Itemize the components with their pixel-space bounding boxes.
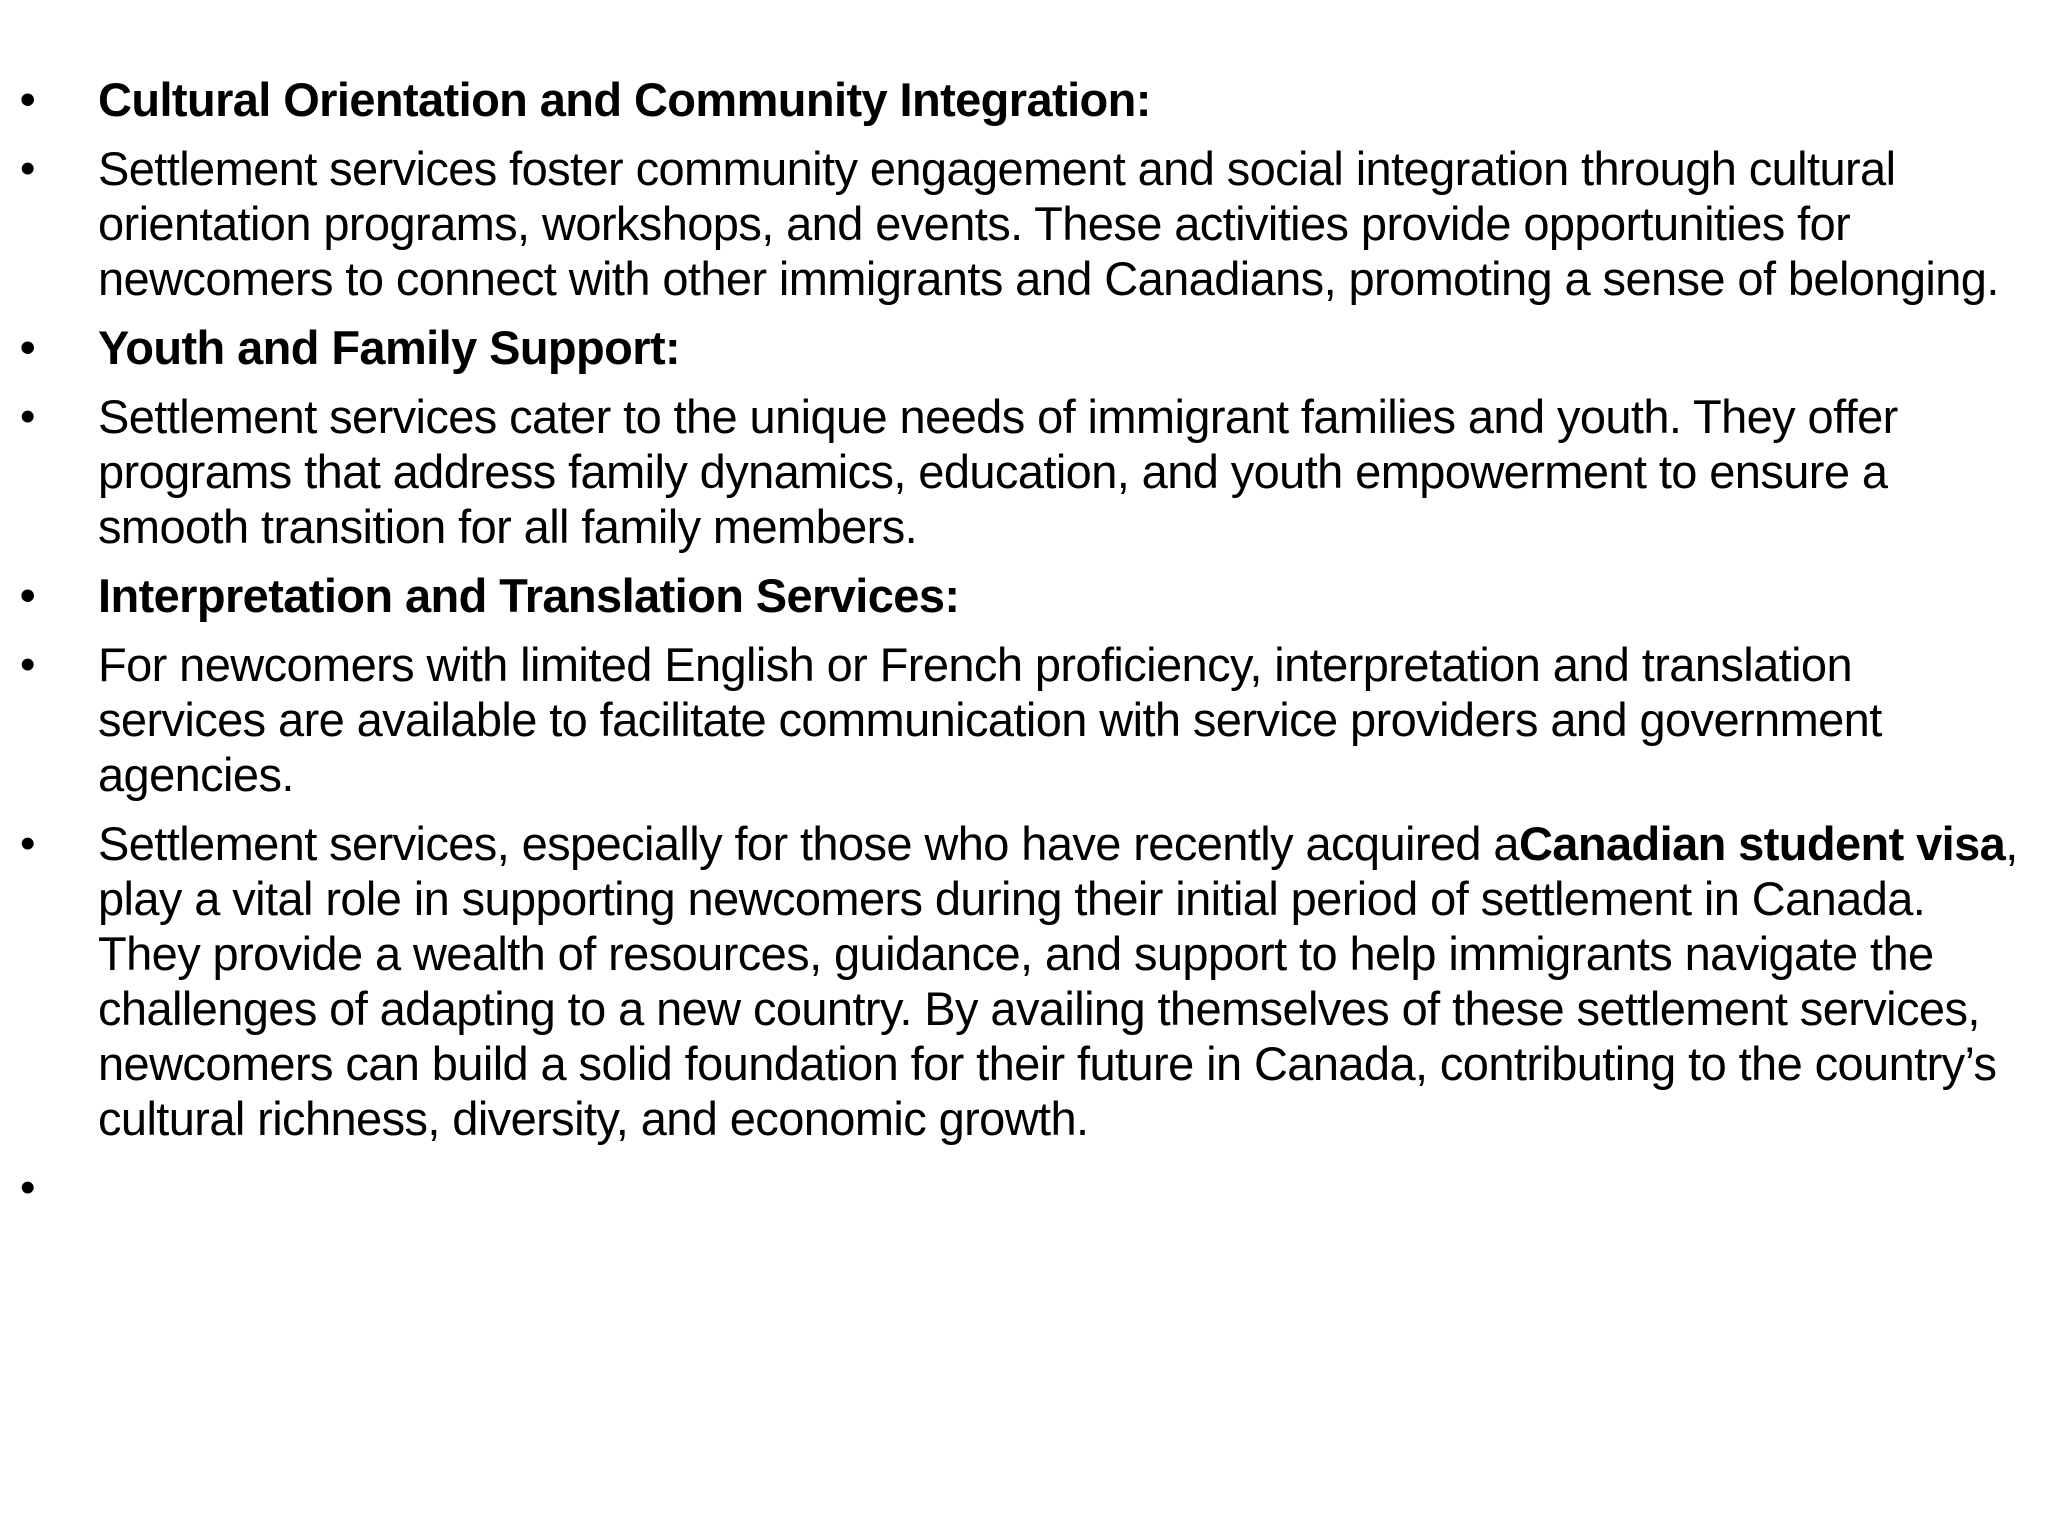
bullet-text-bold-canadian-student-visa: Canadian student visa xyxy=(1518,817,2006,870)
bullet-dot: • xyxy=(20,640,35,689)
bullet-dot: • xyxy=(20,144,35,193)
bullet-text: Youth and Family Support: xyxy=(98,321,681,374)
bullet-item-heading-interpretation xyxy=(0,568,2048,623)
bullet-item-empty xyxy=(0,1160,2048,1215)
bullet-text-before: Settlement services, especially for those who have recently acquired a xyxy=(98,817,1519,870)
bullet-item-heading-youth-family xyxy=(0,320,2048,375)
bullet-item-body-cultural-orientation xyxy=(0,141,2048,306)
bullet-text: Cultural Orientation and Community Integration: xyxy=(98,73,1151,126)
bullet-text: Settlement services cater to the unique needs of immigrant families and youth. They offer programs that address family dynamics, education, and youth empowerment to ensure a smooth transition for all family members. xyxy=(98,390,1898,553)
bullet-item-heading-cultural-orientation xyxy=(0,72,2048,127)
bullet-dot: • xyxy=(20,392,35,441)
bullet-text: Interpretation and Translation Services: xyxy=(98,569,960,622)
bullet-dot: • xyxy=(20,1163,35,1212)
bullet-dot: • xyxy=(20,571,35,620)
bullet-dot: • xyxy=(20,323,35,372)
bullet-dot: • xyxy=(20,819,35,868)
bullet-item-body-youth-family xyxy=(0,389,2048,554)
bullet-text-after: , play a vital role in supporting newcomers during their initial period of settlement in Canada. They provide a wealth of resources, guidance, and support to help immigrants navigate the challenges of adapting to a new country. By availing themselves of these settlement services, newcomers can build a solid foundation for their future in Canada, contributing to the country’s cultural richness, diversity, and economic growth. xyxy=(98,817,2018,1145)
bullet-text: For newcomers with limited English or French proficiency, interpretation and translation services are available to facilitate communication with service providers and government agencies. xyxy=(98,638,1882,801)
bullet-list xyxy=(0,72,2048,1229)
bullet-item-body-summary xyxy=(0,816,2048,1146)
bullet-text: Settlement services foster community engagement and social integration through cultural orientation programs, workshops, and events. These activities provide opportunities for newcomers to connect with other immigrants and Canadians, promoting a sense of belonging. xyxy=(98,142,1999,305)
bullet-dot: • xyxy=(20,75,35,124)
bullet-item-body-interpretation xyxy=(0,637,2048,802)
